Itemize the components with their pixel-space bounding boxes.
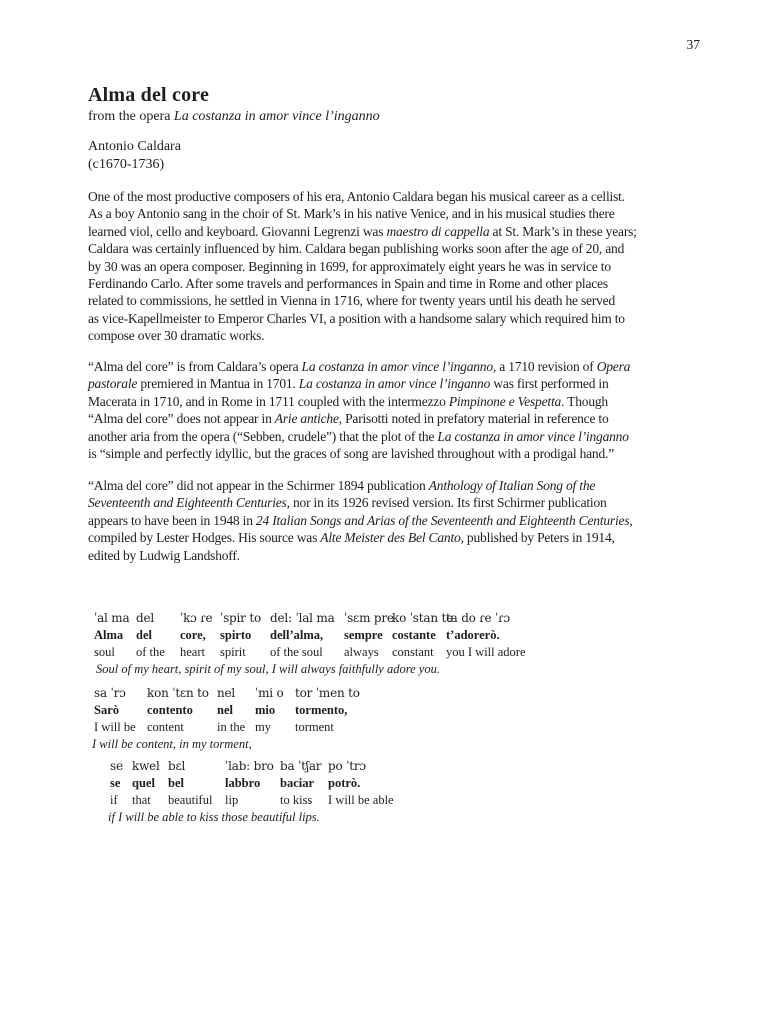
text-line: compiled by Lester Hodges. His source was Alte Meister des Bel Canto, published by Peters in 1914,	[88, 530, 615, 546]
gloss-column: ˈal ma Alma soul	[94, 611, 130, 659]
text-line: One of the most productive composers of his era, Antonio Caldara began his musical career as a cellist.	[88, 189, 625, 204]
gloss-column: tor ˈmen to tormento, torment	[295, 686, 360, 734]
text-line: Ferdinando Carlo. After some travels and performances in Spain and time in Rome and other places	[88, 276, 608, 292]
gloss-column: ˈsɛm pre sempre always	[344, 611, 394, 659]
text-line: another aria from the opera (“Sebben, crudele”) that the plot of the La costanza in amor vince l’inganno	[88, 428, 629, 444]
song-source-line	[88, 109, 380, 125]
gloss-column: nel nel in the	[217, 686, 246, 734]
text-line: As a boy Antonio sang in the choir of St. Mark’s in his native Venice, and in his musical studies there	[88, 206, 615, 222]
bio-paragraph-1	[88, 188, 637, 345]
text-line: learned viol, cello and keyboard. Giovanni Legrenzi was maestro di cappella at St. Mark’s in these years;	[88, 223, 637, 239]
text-line: is “simple and perfectly idyllic, but the graces of song are lavished throughout with a prodigal hand.”	[88, 446, 614, 462]
idiomatic-translation: if I will be able to kiss those beautiful lips.	[108, 810, 320, 824]
text-line: Macerata in 1710, and in Rome in 1711 coupled with the intermezzo Pimpinone e Vespetta. Though	[88, 393, 608, 409]
gloss-block-3	[88, 758, 692, 828]
publication-paragraph	[88, 477, 633, 564]
text-line: pastorale premiered in Mantua in 1701. La costanza in amor vince l’inganno was first performed in	[88, 376, 609, 392]
text-line: compose over 30 dramatic works.	[88, 328, 265, 344]
text-line: appears to have been in 1948 in 24 Italian Songs and Arias of the Seventeenth and Eighteenth Centuries,	[88, 512, 633, 528]
text-line: by 30 was an opera composer. Beginning in 1699, for approximately eight years he was in service to	[88, 258, 611, 274]
opera-title: La costanza in amor vince l’inganno	[173, 109, 380, 124]
gloss-column: ˈkɔ ɾe core, heart	[180, 611, 213, 659]
composer-dates: (c1670-1736)	[88, 157, 165, 172]
gloss-column: kwel quel that	[132, 759, 160, 807]
text-line: as vice-Kapellmeister to Emperor Charles VI, a position with a handsome salary which required him to	[88, 310, 625, 326]
text-line: edited by Ludwig Landshoff.	[88, 547, 240, 563]
history-paragraph	[88, 358, 630, 462]
composer-block	[88, 138, 181, 174]
song-title: Alma del core	[88, 84, 210, 106]
gloss-column: ba ˈtʃar baciar to kiss	[280, 759, 322, 807]
text-line: Caldara was certainly influenced by him. Caldara began publishing works soon after the age of 20, and	[88, 241, 625, 257]
gloss-block-1	[88, 610, 692, 680]
gloss-column: ˈspir to spirto spirit	[220, 611, 261, 659]
text-line: “Alma del core” did not appear in the Schirmer 1894 publication Anthology of Italian Song of the	[88, 478, 596, 493]
page-number: 37	[686, 37, 700, 52]
text-line: related to commissions, he settled in Vienna in 1716, where for twenty years until his death he served	[88, 293, 616, 309]
composer-name: Antonio Caldara	[88, 139, 181, 154]
gloss-column: ta do ɾe ˈɾɔ t’adorerò. you I will adore	[446, 611, 526, 659]
gloss-column: se se if	[110, 759, 123, 807]
text-line: “Alma del core” does not appear in Arie antiche, Parisotti noted in prefatory material in reference to	[88, 411, 609, 427]
gloss-column: po ˈtrɔ potrò. I will be able	[328, 759, 394, 807]
gloss-column: ko ˈstan te costante constant	[392, 611, 454, 659]
text-line: Seventeenth and Eighteenth Centuries, nor in its 1926 revised version. Its first Schirmer publication	[88, 495, 607, 511]
gloss-column: kon ˈtɛn to contento content	[147, 686, 209, 734]
gloss-column: ˈmi o mio my	[255, 686, 284, 734]
gloss-column: del: ˈlal ma dell’alma, of the soul	[270, 611, 335, 659]
idiomatic-translation: Soul of my heart, spirit of my soul, I will always faithfully adore you.	[96, 662, 440, 676]
gloss-column: ˈlab: bro labbro lip	[225, 759, 274, 807]
gloss-column: sa ˈrɔ Sarò I will be	[94, 686, 136, 734]
gloss-column: del del of the	[136, 611, 165, 659]
source-prefix: from the opera	[88, 109, 174, 124]
gloss-block-2	[88, 685, 692, 755]
idiomatic-translation: I will be content, in my torment,	[92, 737, 252, 751]
gloss-column: bɛl bel beautiful	[168, 759, 213, 807]
text-line: “Alma del core” is from Caldara’s opera La costanza in amor vince l’inganno, a 1710 revision of Opera	[88, 359, 631, 374]
